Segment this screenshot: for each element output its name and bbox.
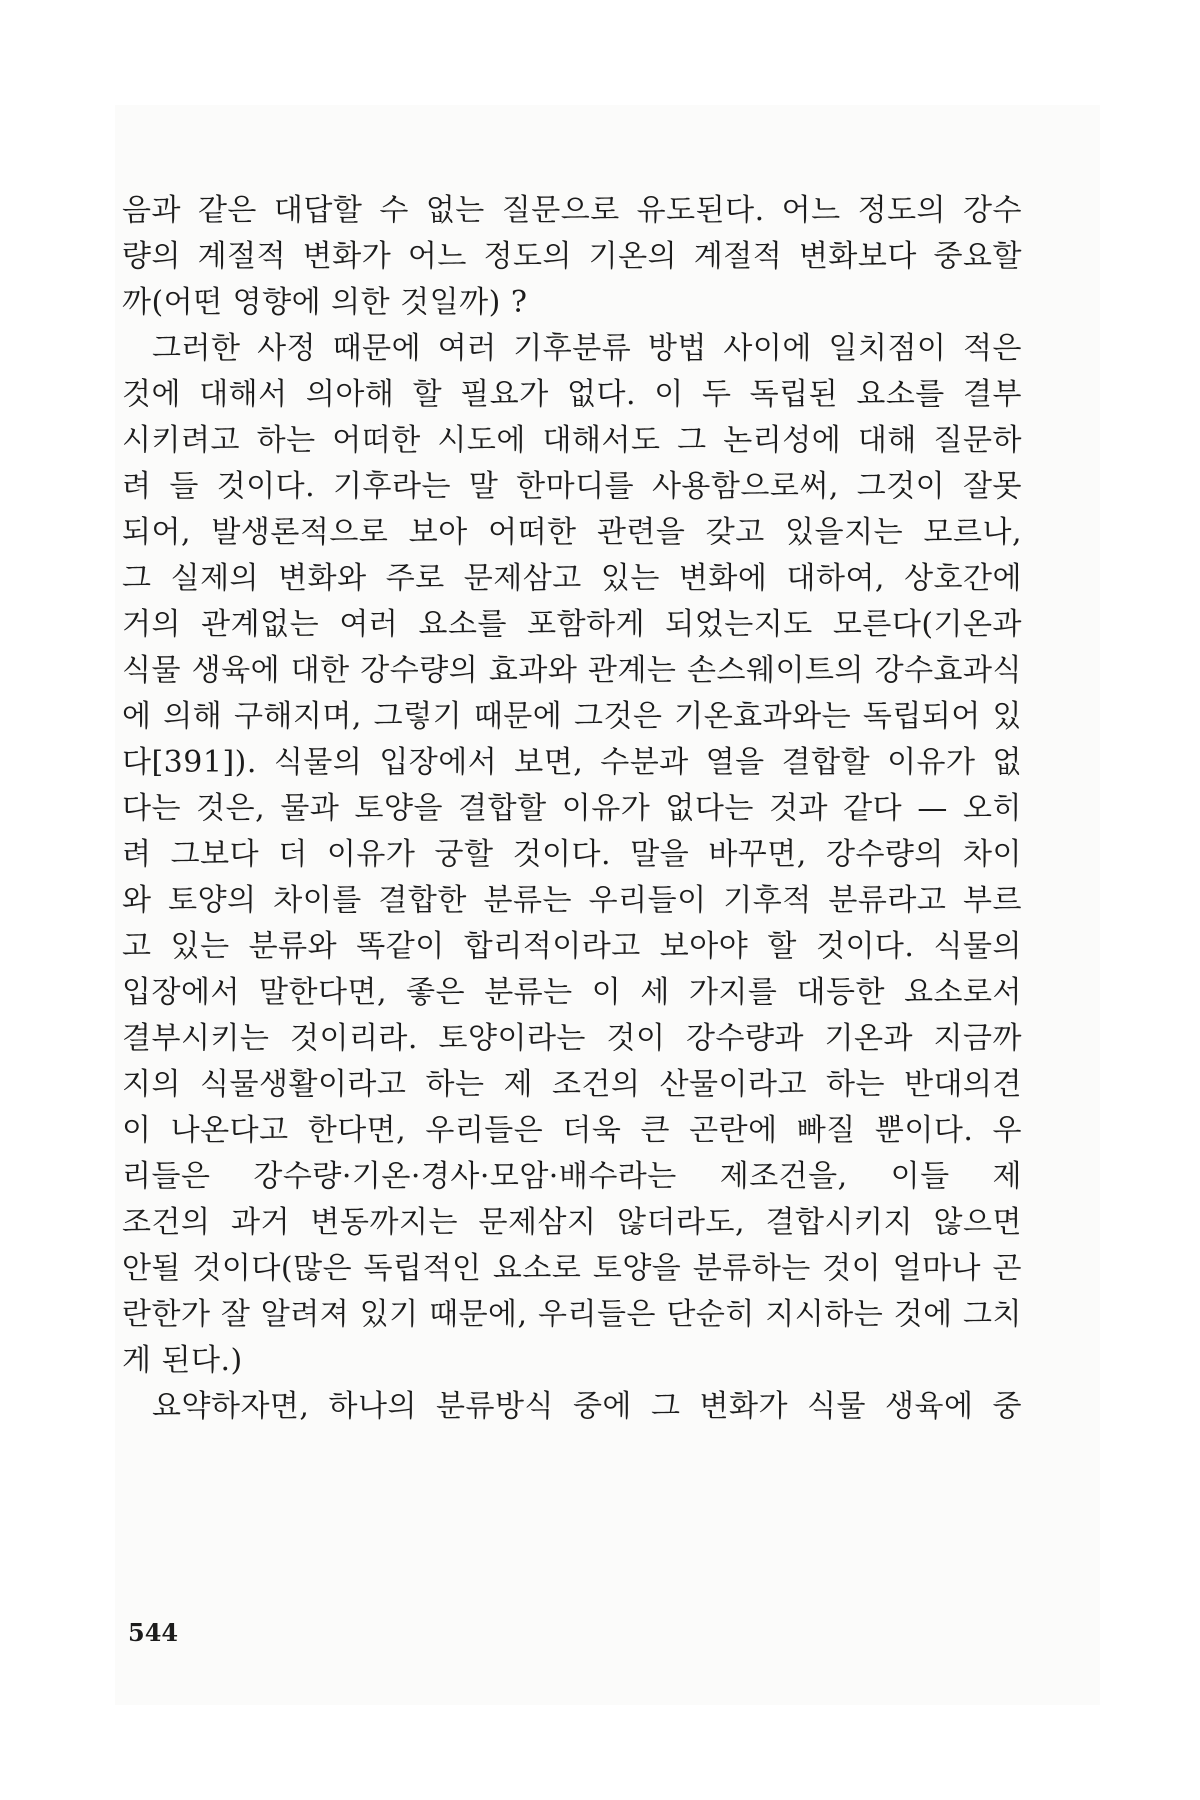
text-line: 안될 것이다(많은 독립적인 요소로 토양을 분류하는 것이 얼마나 곤 (122, 1251, 1022, 1286)
text-line: 란한가 잘 알려져 있기 때문에, 우리들은 단순히 지시하는 것에 그치 (122, 1297, 1022, 1332)
text-line: 리들은 강수량·기온·경사·모암·배수라는 제조건을, 이들 제 (122, 1159, 1022, 1194)
text-line: 량의 계절적 변화가 어느 정도의 기온의 계절적 변화보다 중요할 (122, 239, 1022, 274)
text-line: 식물 생육에 대한 강수량의 효과와 관계는 손스웨이트의 강수효과식 (122, 653, 1022, 688)
text-line: 그 실제의 변화와 주로 문제삼고 있는 변화에 대하여, 상호간에 (122, 561, 1022, 596)
text-line: 이 나온다고 한다면, 우리들은 더욱 큰 곤란에 빠질 뿐이다. 우 (122, 1113, 1022, 1148)
text-line: 다[391]). 식물의 입장에서 보면, 수분과 열을 결합할 이유가 없 (122, 745, 1022, 780)
text-line: 것에 대해서 의아해 할 필요가 없다. 이 두 독립된 요소를 결부 (122, 377, 1022, 412)
text-line: 시키려고 하는 어떠한 시도에 대해서도 그 논리성에 대해 질문하 (122, 423, 1022, 458)
text-line: 음과 같은 대답할 수 없는 질문으로 유도된다. 어느 정도의 강수 (122, 193, 1022, 228)
text-line: 려 들 것이다. 기후라는 말 한마디를 사용함으로써, 그것이 잘못 (122, 469, 1022, 504)
text-line: 고 있는 분류와 똑같이 합리적이라고 보아야 할 것이다. 식물의 (122, 929, 1022, 964)
text-line: 요약하자면, 하나의 분류방식 중에 그 변화가 식물 생육에 중 (152, 1389, 1022, 1424)
text-line: 와 토양의 차이를 결합한 분류는 우리들이 기후적 분류라고 부르 (122, 883, 1022, 918)
text-line: 입장에서 말한다면, 좋은 분류는 이 세 가지를 대등한 요소로서 (122, 975, 1022, 1010)
text-line: 그러한 사정 때문에 여러 기후분류 방법 사이에 일치점이 적은 (152, 331, 1022, 366)
text-line: 조건의 과거 변동까지는 문제삼지 않더라도, 결합시키지 않으면 (122, 1205, 1022, 1240)
text-line: 까(어떤 영향에 의한 것일까) ? (122, 285, 528, 320)
page-number: 544 (128, 1618, 179, 1647)
body-text (122, 188, 1022, 1430)
text-line: 에 의해 구해지며, 그렇기 때문에 그것은 기온효과와는 독립되어 있 (122, 699, 1022, 734)
text-line: 다는 것은, 물과 토양을 결합할 이유가 없다는 것과 같다 — 오히 (122, 791, 1022, 826)
text-line: 되어, 발생론적으로 보아 어떠한 관련을 갖고 있을지는 모르나, (122, 515, 1022, 550)
text-line: 게 된다.) (122, 1343, 243, 1378)
text-line: 려 그보다 더 이유가 궁할 것이다. 말을 바꾸면, 강수량의 차이 (122, 837, 1022, 872)
text-line: 지의 식물생활이라고 하는 제 조건의 산물이라고 하는 반대의견 (122, 1067, 1022, 1102)
text-line: 결부시키는 것이리라. 토양이라는 것이 강수량과 기온과 지금까 (122, 1021, 1022, 1056)
text-line: 거의 관계없는 여러 요소를 포함하게 되었는지도 모른다(기온과 (122, 607, 1022, 642)
